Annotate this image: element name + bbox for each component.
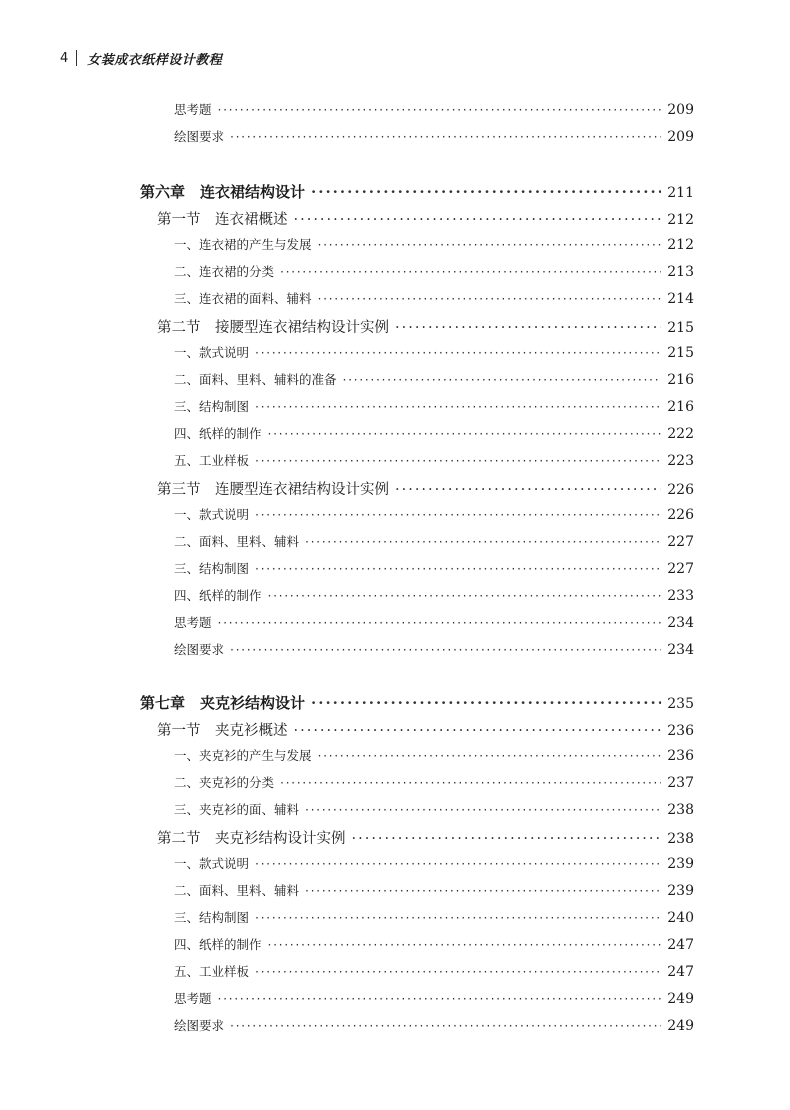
toc-section-row <box>157 316 694 338</box>
toc-entry-title: 一、款式说明 <box>174 345 250 360</box>
dot-leader <box>280 775 661 790</box>
toc-entry-title: 五、工业样板 <box>174 964 250 979</box>
toc-entry-title: 思考题 <box>174 102 212 117</box>
toc-entry-title: 思考题 <box>174 615 212 630</box>
toc-entry-title: 第七章 夹克衫结构设计 <box>140 694 306 712</box>
dot-leader <box>305 883 661 898</box>
running-header <box>60 48 222 68</box>
dot-leader <box>352 831 662 847</box>
toc-sub-row <box>174 586 694 608</box>
toc-entry-page-number: 249 <box>667 1018 694 1034</box>
toc-sub-row <box>174 773 694 795</box>
dot-leader <box>268 937 662 952</box>
toc-entry-page-number: 236 <box>667 748 694 764</box>
toc-sub-row <box>174 532 694 554</box>
toc-entry-title: 绘图要求 <box>174 129 225 144</box>
dot-leader <box>305 802 661 817</box>
toc-entry-page-number: 239 <box>667 856 694 872</box>
toc-entry-title: 第六章 连衣裙结构设计 <box>140 183 306 201</box>
toc-entry-title: 二、面料、里料、辅料 <box>174 534 300 549</box>
toc-entry-title: 二、面料、里料、辅料的准备 <box>174 372 337 387</box>
dot-leader <box>318 237 662 252</box>
dot-leader <box>255 507 661 522</box>
toc-entry-title: 绘图要求 <box>174 1018 225 1033</box>
toc-sub-row <box>174 451 694 473</box>
toc-entry-page-number: 236 <box>667 723 694 739</box>
toc-entry-title: 一、款式说明 <box>174 507 250 522</box>
toc-sub-row <box>174 424 694 446</box>
toc-sub-row <box>174 559 694 581</box>
toc-sub-row <box>174 262 694 284</box>
toc-entry-page-number: 223 <box>667 453 694 469</box>
toc-entry-title: 二、面料、里料、辅料 <box>174 883 300 898</box>
toc-entry-page-number: 238 <box>667 802 694 818</box>
toc-entry-title: 一、款式说明 <box>174 856 250 871</box>
dot-leader <box>294 723 662 739</box>
toc-entry-page-number: 237 <box>667 775 694 791</box>
toc-entry-title: 思考题 <box>174 991 212 1006</box>
toc-sub-row <box>174 1016 694 1038</box>
toc-chapter-row <box>140 181 694 203</box>
toc-entry-page-number: 212 <box>667 237 694 253</box>
toc-entry-page-number: 213 <box>667 264 694 280</box>
toc-sub-row <box>174 962 694 984</box>
toc-sub-row <box>174 289 694 311</box>
dot-leader <box>268 426 662 441</box>
dot-leader <box>343 372 662 387</box>
toc-entry-page-number: 226 <box>667 482 694 498</box>
toc-entry-title: 三、结构制图 <box>174 910 250 925</box>
toc-section-row <box>157 827 694 849</box>
toc-entry-page-number: 227 <box>667 561 694 577</box>
dot-leader <box>255 399 661 414</box>
toc-entry-title: 三、夹克衫的面、辅料 <box>174 802 300 817</box>
toc-entry-page-number: 212 <box>667 212 694 228</box>
dot-leader <box>294 212 662 228</box>
toc-entry-title: 绘图要求 <box>174 642 225 657</box>
toc-entry-page-number: 215 <box>667 345 694 361</box>
toc-sub-row <box>174 343 694 365</box>
toc-entry-title: 四、纸样的制作 <box>174 937 262 952</box>
toc-entry-page-number: 227 <box>667 534 694 550</box>
toc-sub-row <box>174 397 694 419</box>
toc-sub-row <box>174 127 694 149</box>
toc-entry-page-number: 216 <box>667 399 694 415</box>
toc-sub-row <box>174 505 694 527</box>
toc-section-row <box>157 208 694 230</box>
dot-leader <box>230 1018 661 1033</box>
toc-entry-title: 第一节 夹克衫概述 <box>157 723 288 739</box>
toc-entry-title: 二、连衣裙的分类 <box>174 264 275 279</box>
dot-leader <box>318 291 662 306</box>
toc-entry-title: 一、夹克衫的产生与发展 <box>174 748 312 763</box>
toc-entry-title: 第一节 连衣裙概述 <box>157 212 288 228</box>
toc-entry-title: 一、连衣裙的产生与发展 <box>174 237 312 252</box>
toc-entry-page-number: 247 <box>667 964 694 980</box>
toc-entry-page-number: 249 <box>667 991 694 1007</box>
toc-sub-row <box>174 800 694 822</box>
dot-leader <box>268 588 662 603</box>
header-divider <box>76 50 77 66</box>
toc-entry-title: 第二节 夹克衫结构设计实例 <box>157 831 346 847</box>
dot-leader <box>280 264 661 279</box>
dot-leader <box>255 910 661 925</box>
toc-entry-page-number: 226 <box>667 507 694 523</box>
dot-leader <box>305 534 661 549</box>
header-book-title: 女装成衣纸样设计教程 <box>87 52 223 68</box>
toc-entry-title: 四、纸样的制作 <box>174 588 262 603</box>
toc-sub-row <box>174 746 694 768</box>
toc-entry-page-number: 215 <box>667 320 694 336</box>
dot-leader <box>218 102 662 117</box>
dot-leader <box>311 694 661 712</box>
toc-entry-page-number: 238 <box>667 831 694 847</box>
toc-sub-row <box>174 854 694 876</box>
dot-leader <box>255 561 661 576</box>
dot-leader <box>255 345 661 360</box>
toc-entry-title: 三、结构制图 <box>174 399 250 414</box>
toc-entry-page-number: 247 <box>667 937 694 953</box>
dot-leader <box>218 991 662 1006</box>
toc-sub-row <box>174 613 694 635</box>
dot-leader <box>230 129 661 144</box>
toc-entry-page-number: 216 <box>667 372 694 388</box>
toc-sub-row <box>174 935 694 957</box>
toc-entry-page-number: 233 <box>667 588 694 604</box>
dot-leader <box>255 856 661 871</box>
toc-sub-row <box>174 370 694 392</box>
toc-entry-page-number: 209 <box>667 102 694 118</box>
toc-entry-title: 第三节 连腰型连衣裙结构设计实例 <box>157 482 389 498</box>
toc-section-row <box>157 719 694 741</box>
dot-leader <box>255 453 661 468</box>
toc-entry-page-number: 234 <box>667 615 694 631</box>
toc-entry-page-number: 214 <box>667 291 694 307</box>
dot-leader <box>230 642 661 657</box>
dot-leader <box>311 183 661 201</box>
dot-leader <box>255 964 661 979</box>
toc-entry-title: 二、夹克衫的分类 <box>174 775 275 790</box>
toc-sub-row <box>174 989 694 1011</box>
toc-entry-page-number: 234 <box>667 642 694 658</box>
dot-leader <box>395 482 661 498</box>
toc-sub-row <box>174 100 694 122</box>
toc-entry-title: 三、结构制图 <box>174 561 250 576</box>
toc-entry-page-number: 211 <box>667 185 694 201</box>
toc-sub-row <box>174 908 694 930</box>
toc-sub-row <box>174 640 694 662</box>
dot-leader <box>395 320 661 336</box>
toc-entry-page-number: 240 <box>667 910 694 926</box>
toc-sub-row <box>174 235 694 257</box>
toc-entry-page-number: 239 <box>667 883 694 899</box>
dot-leader <box>318 748 662 763</box>
toc-entry-title: 第二节 接腰型连衣裙结构设计实例 <box>157 320 389 336</box>
header-page-number: 4 <box>60 50 69 66</box>
toc-section-row <box>157 478 694 500</box>
toc-entry-page-number: 235 <box>667 696 694 712</box>
toc-entry-page-number: 209 <box>667 129 694 145</box>
toc-entry-title: 五、工业样板 <box>174 453 250 468</box>
toc-entry-title: 三、连衣裙的面料、辅料 <box>174 291 312 306</box>
toc-sub-row <box>174 881 694 903</box>
dot-leader <box>218 615 662 630</box>
toc-chapter-row <box>140 692 694 714</box>
toc-entry-page-number: 222 <box>667 426 694 442</box>
toc-entry-title: 四、纸样的制作 <box>174 426 262 441</box>
